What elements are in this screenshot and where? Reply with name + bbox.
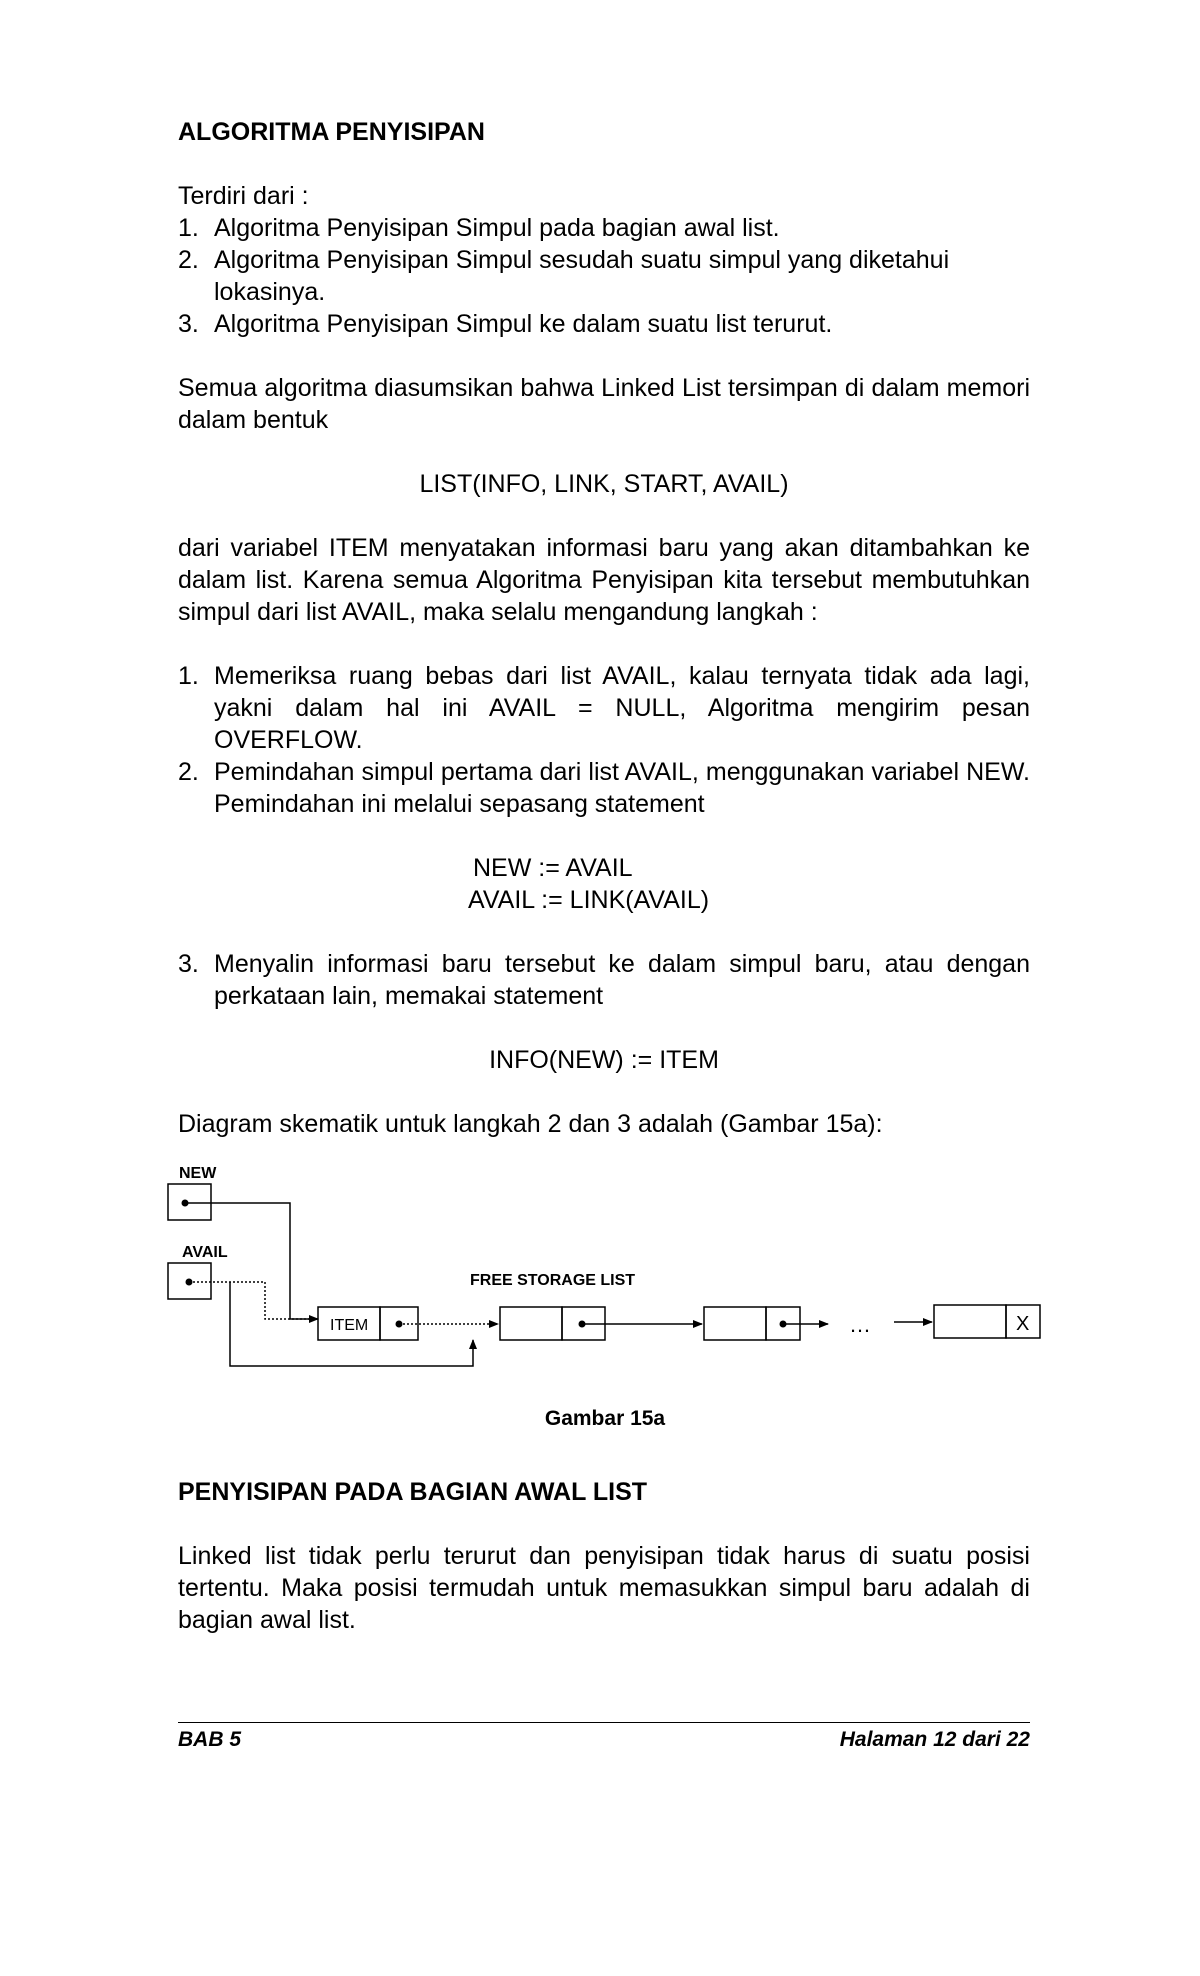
statement-avail: AVAIL := LINK(AVAIL) xyxy=(468,886,710,914)
item-node-link xyxy=(380,1307,418,1340)
formula-list: LIST(INFO, LINK, START, AVAIL) xyxy=(419,470,789,498)
new-label: NEW xyxy=(179,1165,217,1182)
footer-divider xyxy=(178,1722,1030,1723)
list-number: 1. xyxy=(178,662,199,690)
list-item xyxy=(178,660,1030,756)
list-text: Pemindahan simpul pertama dari list AVAIL, menggunakan variabel NEW. Pemindahan ini melalui sepasang statement xyxy=(214,758,1030,818)
paragraph-item: dari variabel ITEM menyatakan informasi baru yang akan ditambahkan ke dalam list. Karena semua Algoritma Penyisipan kita tersebut membutuhkan simpul dari list AVAIL, maka selalu mengandung langkah : xyxy=(178,534,1030,626)
new-pointer-box xyxy=(168,1184,211,1220)
pointer-dot xyxy=(780,1321,787,1328)
pointer-dot xyxy=(396,1321,403,1328)
avail-label: AVAIL xyxy=(182,1244,228,1261)
list-item xyxy=(178,244,1030,308)
list-item xyxy=(178,308,1030,340)
list-number: 2. xyxy=(178,246,199,274)
list-number: 3. xyxy=(178,310,199,338)
section-heading: ALGORITMA PENYISIPAN xyxy=(178,118,485,146)
last-node-info xyxy=(934,1305,1006,1338)
paragraph-assumption: Semua algoritma diasumsikan bahwa Linked List tersimpan di dalam memori dalam bentuk xyxy=(178,374,1030,434)
statement-new: NEW := AVAIL xyxy=(473,854,633,882)
avail-new-link-line xyxy=(230,1282,473,1366)
list-number: 3. xyxy=(178,950,199,978)
figure-caption: Gambar 15a xyxy=(544,1407,666,1430)
list-item xyxy=(178,948,1030,1012)
avail-old-link-dotted xyxy=(189,1282,318,1319)
list-text: Algoritma Penyisipan Simpul sesudah suatu simpul yang diketahui lokasinya. xyxy=(214,246,950,306)
list-text: Memeriksa ruang bebas dari list AVAIL, kalau ternyata tidak ada lagi, yakni dalam hal ini AVAIL = NULL, Algoritma mengirim pesan OVERFLOW. xyxy=(214,662,1030,754)
list-text: Menyalin informasi baru tersebut ke dalam simpul baru, atau dengan perkataan lain, memakai statement xyxy=(214,950,1030,1010)
item-node-info xyxy=(318,1307,380,1340)
free-storage-label: FREE STORAGE LIST xyxy=(470,1272,636,1289)
algorithm-list xyxy=(178,212,1030,340)
footer-chapter: BAB 5 xyxy=(178,1728,242,1751)
list-item xyxy=(178,212,1030,244)
avail-pointer-box xyxy=(168,1263,211,1299)
list-item xyxy=(178,756,1030,820)
list-text: Algoritma Penyisipan Simpul ke dalam suatu list terurut. xyxy=(214,310,833,338)
pointer-dot xyxy=(186,1279,193,1286)
free-node-link xyxy=(766,1307,800,1340)
section-heading: PENYISIPAN PADA BAGIAN AWAL LIST xyxy=(178,1478,648,1506)
steps-list xyxy=(178,660,1030,820)
new-link-line xyxy=(185,1203,318,1319)
diagram-intro: Diagram skematik untuk langkah 2 dan 3 adalah (Gambar 15a): xyxy=(178,1110,883,1138)
last-node-link xyxy=(1006,1305,1040,1338)
statement-info: INFO(NEW) := ITEM xyxy=(489,1046,719,1074)
list-text: Algoritma Penyisipan Simpul pada bagian awal list. xyxy=(214,214,780,242)
list-number: 2. xyxy=(178,758,199,786)
null-marker: X xyxy=(1016,1313,1030,1335)
list-number: 1. xyxy=(178,214,199,242)
footer-page-number: Halaman 12 dari 22 xyxy=(839,1728,1030,1751)
step-three xyxy=(178,948,1030,1012)
pointer-dot xyxy=(182,1200,189,1207)
free-node-info xyxy=(704,1307,766,1340)
free-node-link xyxy=(562,1307,605,1340)
free-node-info xyxy=(500,1307,562,1340)
ellipsis: … xyxy=(849,1312,871,1337)
intro-text: Terdiri dari : xyxy=(178,182,309,210)
paragraph-insertion: Linked list tidak perlu terurut dan penyisipan tidak harus di suatu posisi tertentu. Maka posisi termudah untuk memasukkan simpul baru adalah di bagian awal list. xyxy=(178,1542,1030,1634)
pointer-dot xyxy=(579,1321,586,1328)
item-label: ITEM xyxy=(330,1317,369,1334)
